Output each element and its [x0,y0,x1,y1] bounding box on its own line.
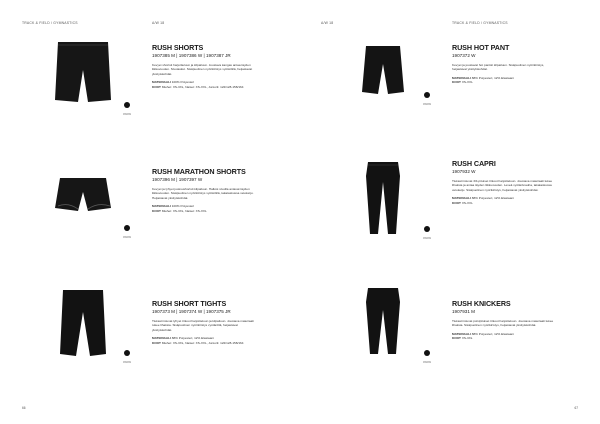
color-swatch-black [424,226,430,232]
product-description: Kevyet ja lyhyet juoksushortsit kilpailuun. Halkiot sivuilla antavat täyden liikkuvuuden. Sisäpuolinen nyörikiristys vyötäröllä, takataskussa vetoketju. Heijastavat yksityiskohdat. [152,187,254,200]
shorts-long-icon [38,40,128,122]
size-value: Miehet: XS-3XL, Naiset: XS-XXL, Juniorit: 122/128-158/164 [161,84,244,89]
product-description: Kevyet shortsit harjoitteluun ja kilpailuun. Joustava kangas antaa täyden liikkuvuuden. Sivutaskut. Sisäpuolinen nyörikiristys vyötäröllä, heijastavat yksityiskohdat. [152,63,253,76]
color-code: 999999 [123,361,131,364]
material-value: 88% Polyesteri, 12% Elastaani [471,331,514,336]
material-value: 100% Polyesteri [171,80,195,85]
article-numbers: 1907932 W [452,169,476,174]
article-numbers: 1907372 W [452,53,476,58]
section-header-right: TRACK & FIELD / GYMNASTICS [452,21,508,25]
size-label: KOOT [452,200,461,205]
capri-icon [338,158,428,240]
size-label: KOOT [152,340,161,345]
size-label: KOOT [452,80,461,85]
color-code: 999999 [123,113,131,116]
product-title: RUSH MARATHON SHORTS [152,167,246,176]
product-title: RUSH KNICKERS [452,299,511,308]
size-line [452,336,556,340]
size-line [452,80,556,84]
section-header-left: TRACK & FIELD / GYMNASTICS [22,21,78,25]
product-description: Tiukasti istuvat polvipituiset trikoot harjoitteluun. Joustava materiaali tukee lihaksia. Sisäpuolinen nyörikiristys, heijastavat yksityiskohdat. [452,319,554,328]
product-title: RUSH CAPRI [452,159,496,168]
article-numbers: 1907385 M | 1907386 W | 1907387 JR [152,53,231,58]
shorts-short-icon [38,162,128,244]
size-label: KOOT [452,336,461,341]
color-swatch-black [124,225,130,231]
page-number-left: 66 [22,406,26,410]
product-description: Tiukasti istuvat 3/4-pituiset trikoot harjoitteluun. Joustava materiaali tukee lihaksia ja antaa täyden liikkuvuuden. Leveä vyötärönauha, takataskussa vetoketju. Sisäpuolinen nyörikiristys, heijastavat yksityiskohdat. [452,179,553,192]
color-swatch-black [124,350,130,356]
material-value: 100% Polyesteri [171,204,195,209]
color-swatch-black [424,92,430,98]
size-value: Miehet: XS-3XL, Naiset: XS-XXL [161,208,207,213]
material-label: MATERIAALI [152,204,171,209]
product-title: RUSH SHORTS [152,43,204,52]
size-value: XS-XXL [461,80,473,85]
color-code: 999999 [423,237,431,240]
product-description: Kevyet ja joustavat hot pantsit kilpailuun. Sisäpuolinen nyörikiristys, heijastavat yksityiskohdat. [452,63,545,72]
product-title: RUSH SHORT TIGHTS [152,299,227,308]
size-label: KOOT [152,84,161,89]
season-label-right: A/W 18 [321,21,334,25]
material-value: 88% Polyesteri, 12% Elastaani [171,336,214,341]
size-value: XS-3XL [461,336,473,341]
color-code: 999999 [423,103,431,106]
article-numbers: 1907931 M [452,309,475,314]
material-value: 88% Polyesteri, 12% Elastaani [471,75,514,80]
season-label-left: A/W 18 [152,21,165,25]
size-line [152,209,256,213]
material-label: MATERIAALI [152,80,171,85]
product-description: Tiukasti istuvat lyhyet trikoot harjoitteluun ja kilpailuun. Joustava materiaali tukee lihaksia. Sisäpuolinen nyörikiristys vyötäröllä, heijastavat yksityiskohdat. [152,319,254,332]
material-label: MATERIAALI [452,196,471,201]
product-title: RUSH HOT PANT [452,43,510,52]
size-value: Miehet: XS-3XL, Naiset: XS-XXL, Juniorit: 122/128-158/164 [161,340,244,345]
hot-pant-icon [338,40,428,122]
color-code: 999999 [123,236,131,239]
size-line [152,341,256,345]
size-label: KOOT [152,208,161,213]
page-number-right: 67 [574,406,578,410]
material-value: 88% Polyesteri, 12% Elastaani [471,196,514,201]
knickers-icon [338,284,428,366]
short-tights-icon [38,288,128,370]
article-numbers: 1907373 M | 1907374 W | 1907375 JR [152,309,231,314]
color-swatch-black [124,102,130,108]
color-swatch-black [424,350,430,356]
material-label: MATERIAALI [152,336,171,341]
material-label: MATERIAALI [452,75,471,80]
material-label: MATERIAALI [452,331,471,336]
size-line [452,201,556,205]
color-code: 999999 [423,361,431,364]
size-value: XS-XXL [461,200,473,205]
article-numbers: 1907396 M | 1907397 W [152,177,203,182]
size-line [152,85,256,89]
